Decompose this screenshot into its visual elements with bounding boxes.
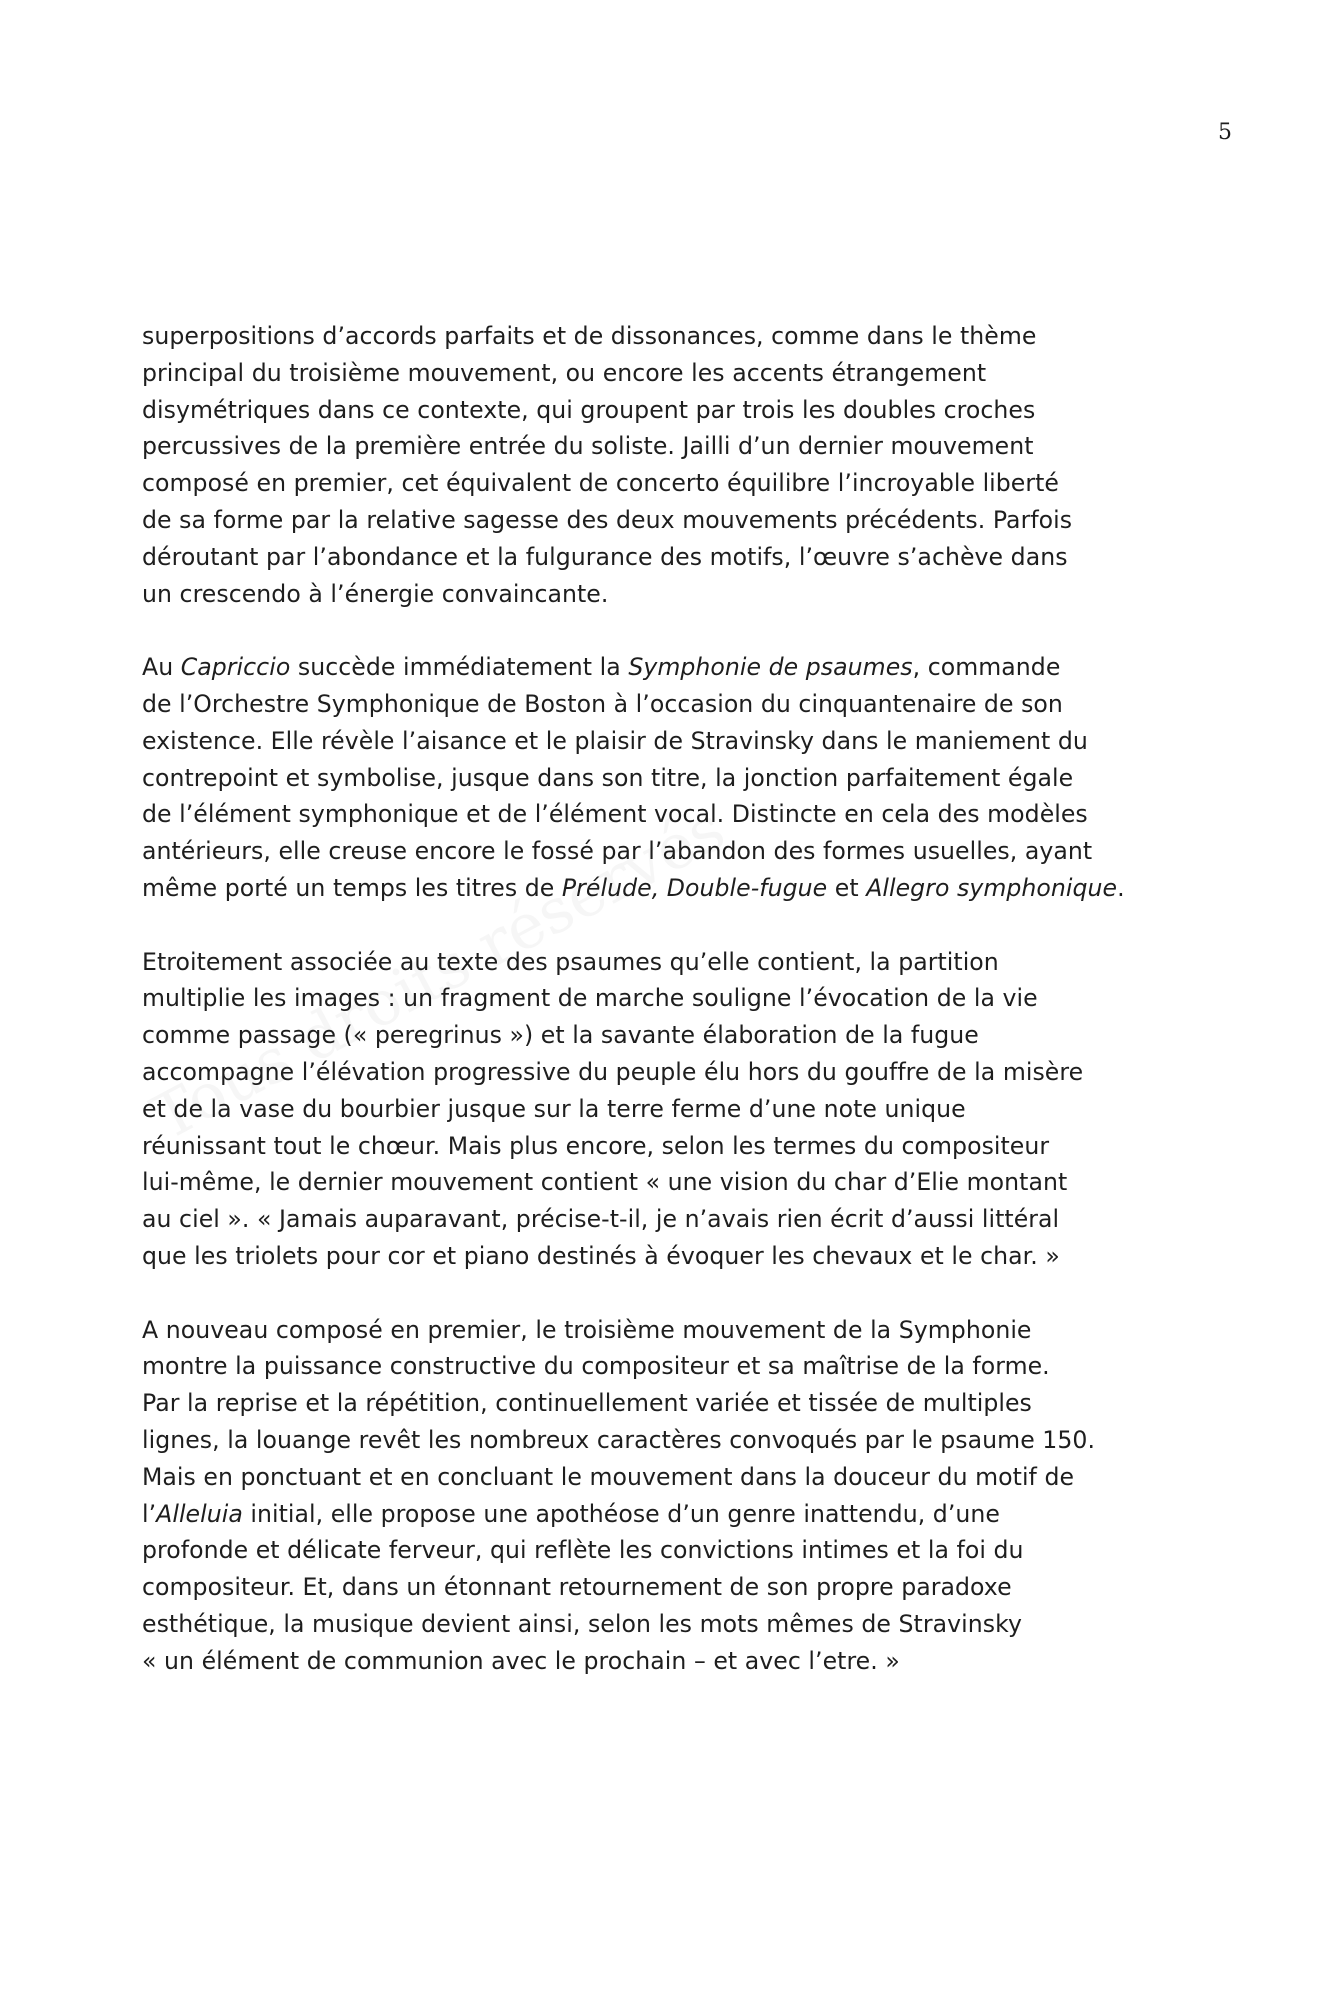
text-run: multiplie les images : un fragment de marche souligne l’évocation de la vie	[142, 984, 1038, 1013]
text-run: percussives de la première entrée du soliste. Jailli d’un dernier mouvement	[142, 432, 1034, 461]
text-line	[142, 1422, 1222, 1459]
text-run: « un élément de communion avec le prochain – et avec l’etre. »	[142, 1646, 900, 1675]
text-run: existence. Elle révèle l’aisance et le plaisir de Stravinsky dans le maniement du	[142, 726, 1088, 755]
text-run: A nouveau composé en premier, le troisième mouvement de la Symphonie	[142, 1315, 1032, 1344]
text-line	[142, 1128, 1222, 1165]
text-line	[142, 1496, 1222, 1533]
text-run: composé en premier, cet équivalent de concerto équilibre l’incroyable liberté	[142, 469, 1059, 498]
paragraph	[142, 318, 1222, 612]
text-line	[142, 944, 1222, 981]
text-line	[142, 392, 1222, 429]
text-run: réunissant tout le chœur. Mais plus encore, selon les termes du compositeur	[142, 1131, 1050, 1160]
body-text	[142, 318, 1222, 1716]
text-line	[142, 355, 1222, 392]
italic-title: Alleluia	[156, 1499, 243, 1528]
text-run: et de la vase du bourbier jusque sur la terre ferme d’une note unique	[142, 1094, 966, 1123]
text-line	[142, 1312, 1222, 1349]
text-run: déroutant par l’abondance et la fulgurance des motifs, l’œuvre s’achève dans	[142, 542, 1068, 571]
text-run: esthétique, la musique devient ainsi, selon les mots mêmes de Stravinsky	[142, 1609, 1022, 1638]
text-line	[142, 1348, 1222, 1385]
text-line	[142, 576, 1222, 613]
text-run: accompagne l’élévation progressive du peuple élu hors du gouffre de la misère	[142, 1057, 1084, 1086]
paragraph	[142, 944, 1222, 1275]
text-line	[142, 760, 1222, 797]
text-run: montre la puissance constructive du compositeur et sa maîtrise de la forme.	[142, 1352, 1050, 1381]
text-run: de l’élément symphonique et de l’élément vocal. Distincte en cela des modèles	[142, 800, 1088, 829]
text-run: Au	[142, 653, 181, 682]
text-line	[142, 1532, 1222, 1569]
text-line	[142, 1643, 1222, 1680]
text-run: contrepoint et symbolise, jusque dans son titre, la jonction parfaitement égale	[142, 763, 1074, 792]
text-line	[142, 1091, 1222, 1128]
page-number: 5	[1218, 120, 1232, 145]
text-line	[142, 1385, 1222, 1422]
text-line	[142, 318, 1222, 355]
text-line	[142, 502, 1222, 539]
text-run: et	[827, 873, 867, 902]
paragraph	[142, 1312, 1222, 1680]
text-line	[142, 686, 1222, 723]
text-run: un crescendo à l’énergie convaincante.	[142, 579, 609, 608]
text-run: Par la reprise et la répétition, continuellement variée et tissée de multiples	[142, 1389, 1032, 1418]
text-run: de sa forme par la relative sagesse des deux mouvements précédents. Parfois	[142, 505, 1073, 534]
text-line	[142, 539, 1222, 576]
text-run: superpositions d’accords parfaits et de dissonances, comme dans le thème	[142, 322, 1037, 350]
text-run: principal du troisième mouvement, ou encore les accents étrangement	[142, 358, 987, 387]
text-run: Etroitement associée au texte des psaumes qu’elle contient, la partition	[142, 947, 999, 976]
text-run: de l’Orchestre Symphonique de Boston à l’occasion du cinquantenaire de son	[142, 689, 1063, 718]
text-line	[142, 870, 1222, 907]
text-run: même porté un temps les titres de	[142, 873, 562, 902]
text-run: disymétriques dans ce contexte, qui groupent par trois les doubles croches	[142, 395, 1036, 424]
text-run: que les triolets pour cor et piano destinés à évoquer les chevaux et le char. »	[142, 1241, 1060, 1270]
text-line	[142, 980, 1222, 1017]
text-line	[142, 1459, 1222, 1496]
text-line	[142, 1201, 1222, 1238]
text-run: lui-même, le dernier mouvement contient « une vision du char d’Elie montant	[142, 1168, 1068, 1197]
text-line	[142, 465, 1222, 502]
italic-title: Symphonie de psaumes	[628, 653, 913, 682]
text-run: compositeur. Et, dans un étonnant retournement de son propre paradoxe	[142, 1573, 1012, 1602]
italic-title: Prélude, Double-fugue	[561, 873, 828, 902]
text-line	[142, 428, 1222, 465]
text-line	[142, 1164, 1222, 1201]
text-run: l’	[142, 1499, 157, 1528]
text-run: initial, elle propose une apothéose d’un genre inattendu, d’une	[242, 1499, 1000, 1528]
text-run: antérieurs, elle creuse encore le fossé par l’abandon des formes usuelles, ayant	[142, 837, 1093, 866]
text-line	[142, 1017, 1222, 1054]
text-run: succède immédiatement la	[290, 653, 629, 682]
text-run: profonde et délicate ferveur, qui reflète les convictions intimes et la foi du	[142, 1536, 1024, 1565]
text-line	[142, 796, 1222, 833]
paragraph	[142, 649, 1222, 907]
text-run: Mais en ponctuant et en concluant le mouvement dans la douceur du motif de	[142, 1462, 1075, 1491]
text-line	[142, 1238, 1222, 1275]
text-run: lignes, la louange revêt les nombreux caractères convoqués par le psaume 150.	[142, 1425, 1096, 1454]
italic-title: Allegro symphonique	[866, 873, 1118, 902]
text-line	[142, 649, 1222, 686]
text-run: comme passage (« peregrinus ») et la savante élaboration de la fugue	[142, 1021, 979, 1050]
text-line	[142, 723, 1222, 760]
italic-title: Capriccio	[180, 653, 291, 682]
text-run: au ciel ». « Jamais auparavant, précise-t-il, je n’avais rien écrit d’aussi littéral	[142, 1205, 1060, 1234]
text-run: , commande	[912, 653, 1061, 682]
text-line	[142, 1569, 1222, 1606]
text-line	[142, 1054, 1222, 1091]
text-line	[142, 1606, 1222, 1643]
text-line	[142, 833, 1222, 870]
text-run: .	[1117, 873, 1125, 902]
